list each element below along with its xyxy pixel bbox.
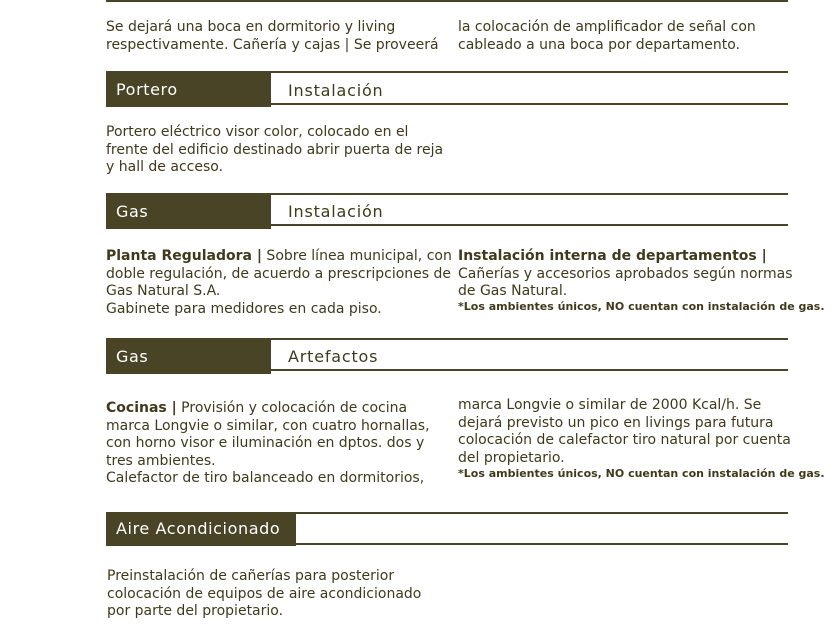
gas-artefactos-right-paragraph	[458, 397, 791, 467]
top-rule	[106, 0, 788, 2]
section-label-aire-acondicionado: Aire Acondicionado	[106, 512, 296, 546]
section-label-portero: Portero	[106, 73, 271, 107]
aire-line: colocación de equipos de aire acondicionado	[107, 585, 422, 602]
gas-artefactos-left-line: marca Longvie o similar, con cuatro hornallas,	[106, 417, 430, 434]
instalacion-interna-heading	[458, 248, 793, 266]
portero-paragraph	[106, 124, 443, 177]
gas-instalacion-left-first-line	[106, 248, 452, 266]
portero-line: y hall de acceso.	[106, 159, 224, 175]
portero-line: frente del edificio destinado abrir puerta de reja	[106, 141, 444, 158]
gas-instalacion-left-paragraph	[106, 248, 452, 318]
gas-instalacion-left-line: doble regulación, de acuerdo a prescripciones de	[106, 265, 452, 282]
instalacion-interna-heading-text: Instalación interna de departamentos |	[458, 248, 767, 264]
gas-instalacion-left-line: Gas Natural S.A.	[106, 283, 221, 299]
aire-paragraph	[107, 568, 421, 621]
gas-artefactos-right-line: del propietario.	[458, 449, 565, 466]
gas-artefactos-left-first-rest: Provisión y colocación de cocina	[176, 400, 408, 416]
gas-artefactos-right-line: marca Longvie o similar de 2000 Kcal/h. Se	[458, 397, 762, 413]
gas-artefactos-left-paragraph	[106, 400, 430, 488]
gas-artefactos-left-line: tres ambientes.	[106, 452, 216, 469]
top-right-line: cableado a una boca por departamento.	[458, 36, 740, 53]
aire-line: Preinstalación de cañerías para posterior	[107, 568, 395, 584]
gas-instalacion-bottom-rule	[271, 224, 788, 226]
gas-artefactos-right-line: dejará previsto un pico en livings para futura	[458, 414, 774, 431]
gas-instalacion-note: *Los ambientes únicos, NO cuentan con instalación de gas.	[458, 300, 825, 313]
gas-instalacion-right-line: de Gas Natural.	[458, 283, 568, 299]
gas-instalacion-right-line: Cañerías y accesorios aprobados según normas	[458, 265, 793, 282]
top-left-line: Se dejará una boca en dormitorio y living	[106, 19, 396, 35]
gas-instalacion-right-paragraph	[458, 248, 793, 301]
portero-subtitle: Instalación	[288, 81, 384, 100]
top-left-line: respectivamente. Cañería y cajas | Se proveerá	[106, 36, 439, 53]
top-right-line: la colocación de amplificador de señal con	[458, 19, 756, 35]
aire-bottom-rule	[296, 543, 788, 545]
top-right-paragraph	[458, 19, 756, 54]
gas-artefactos-note: *Los ambientes únicos, NO cuentan con instalación de gas.	[458, 467, 825, 480]
gas-instalacion-left-line: Gabinete para medidores en cada piso.	[106, 300, 382, 317]
portero-bottom-rule	[271, 103, 788, 105]
portero-line: Portero eléctrico visor color, colocado en el	[106, 124, 409, 140]
aire-top-rule	[296, 512, 788, 514]
gas-artefactos-right-line: colocación de calefactor tiro natural por cuenta	[458, 432, 791, 448]
planta-reguladora-heading: Planta Reguladora |	[106, 248, 262, 264]
section-label-gas-instalacion: Gas	[106, 195, 271, 229]
top-left-paragraph	[106, 19, 439, 54]
gas-instalacion-left-first-rest: Sobre línea municipal, con	[261, 248, 452, 264]
aire-line: por parte del propietario.	[107, 603, 284, 619]
gas-artefactos-bottom-rule	[271, 369, 788, 371]
gas-artefactos-subtitle: Artefactos	[288, 347, 379, 366]
gas-instalacion-subtitle: Instalación	[288, 202, 384, 221]
section-label-gas-artefactos: Gas	[106, 340, 271, 374]
gas-artefactos-left-line: con horno visor e iluminación en dptos. dos y	[106, 435, 425, 451]
gas-artefactos-left-first-line	[106, 400, 430, 418]
gas-artefactos-left-line: Calefactor de tiro balanceado en dormitorios,	[106, 470, 425, 486]
cocinas-heading: Cocinas |	[106, 400, 177, 416]
